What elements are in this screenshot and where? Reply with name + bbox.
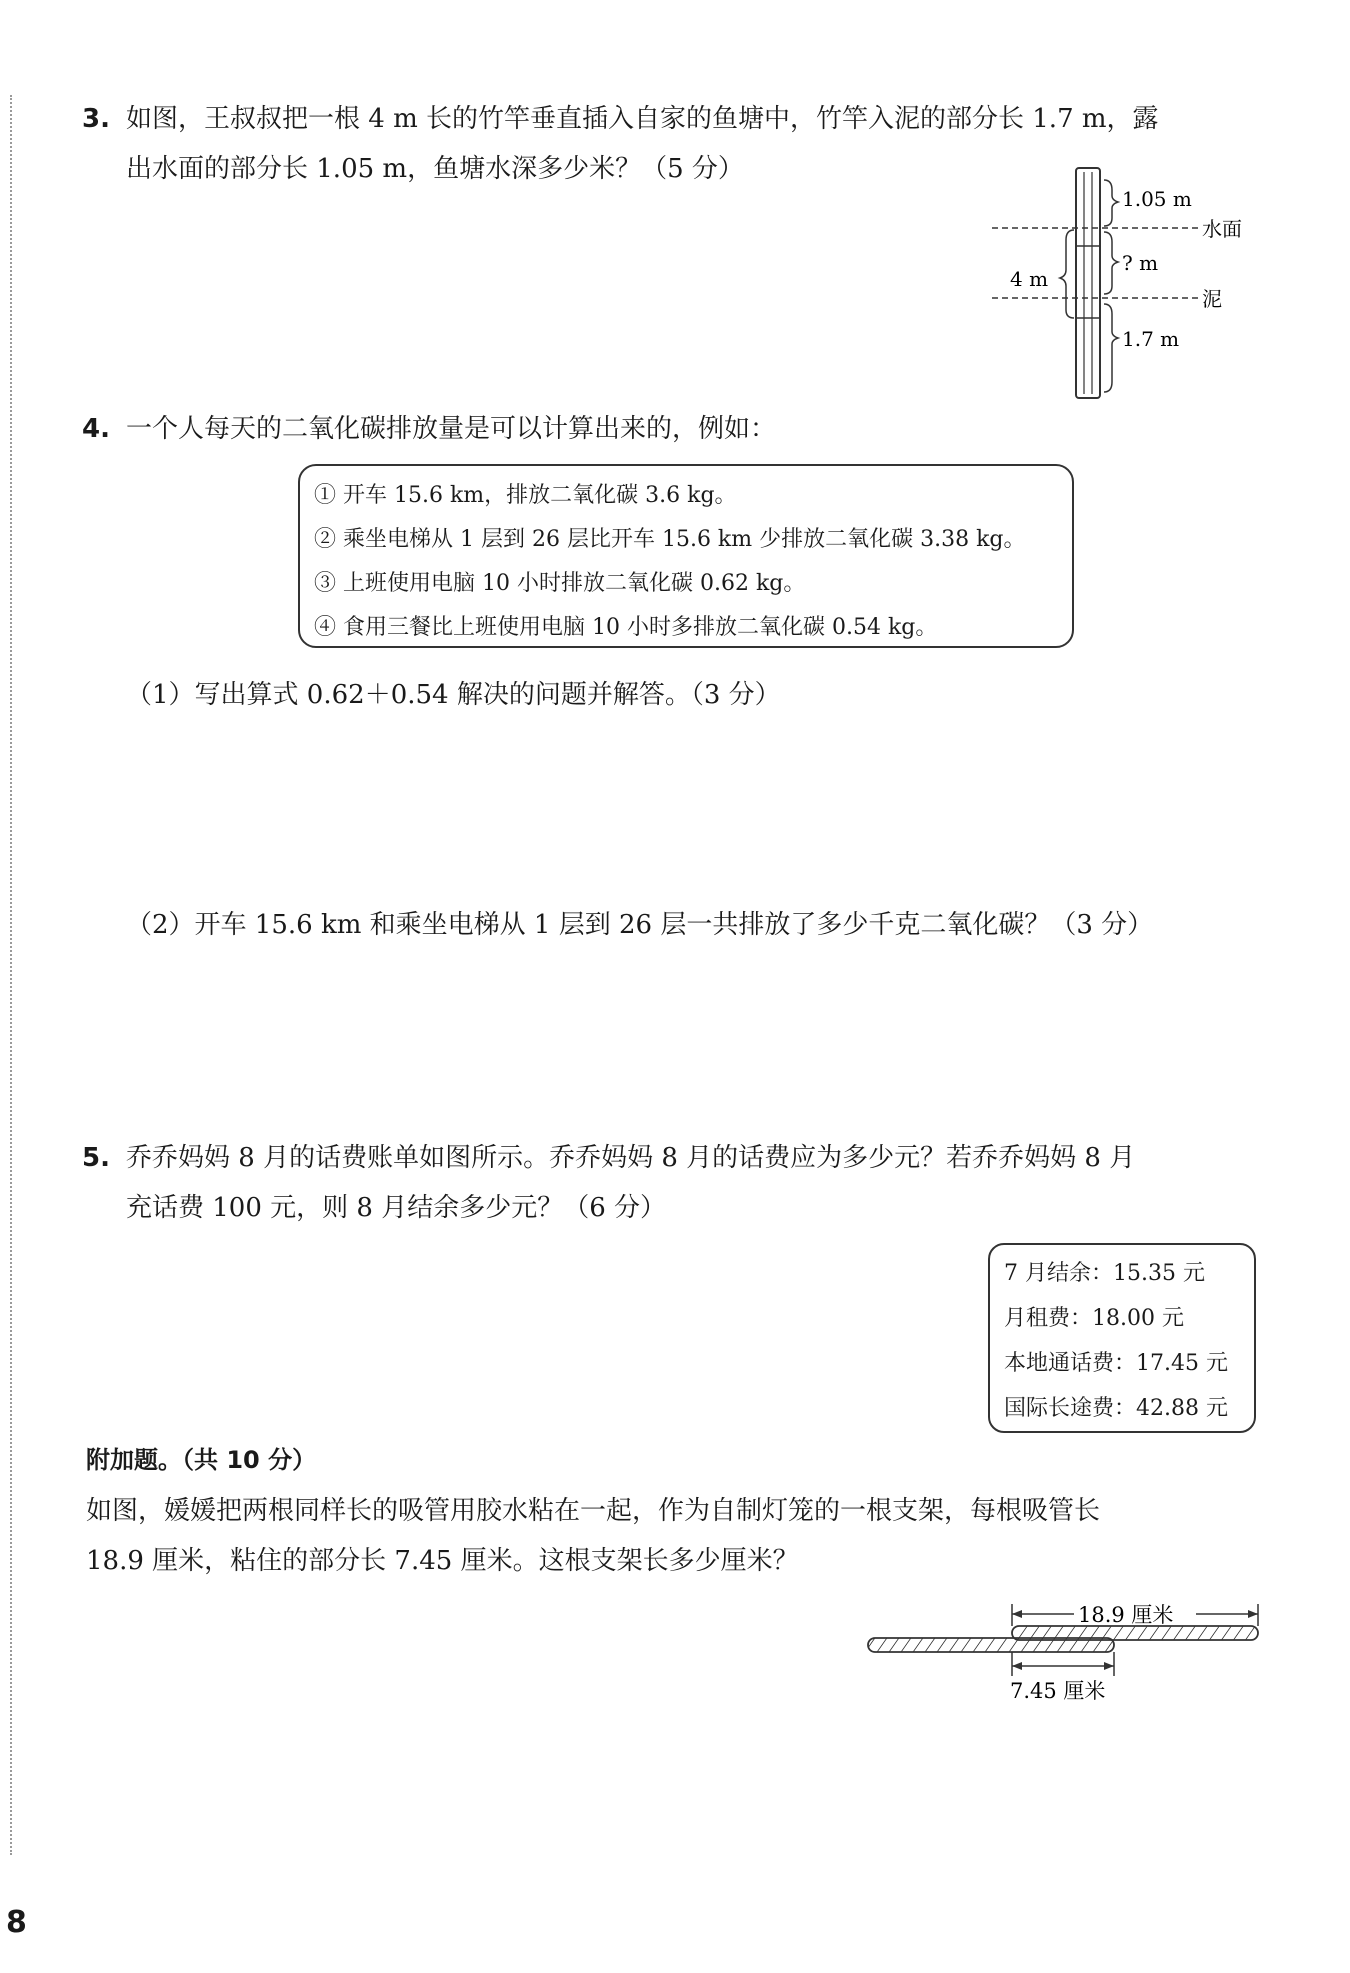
question-number: 5. [82,1143,110,1173]
fact-item: ① 开车 15.6 km，排放二氧化碳 3.6 kg。 [314,483,737,508]
extra-question-text [86,1486,1266,1586]
fact-item: ③ 上班使用电脑 10 小时排放二氧化碳 0.62 kg。 [314,571,806,596]
question-4 [82,404,1262,454]
label-above-water: 1.05 m [1122,187,1192,211]
fact-item: ④ 食用三餐比上班使用电脑 10 小时多排放二氧化碳 0.54 kg。 [314,615,938,640]
label-in-mud: 1.7 m [1122,327,1180,351]
straw-figure [860,1590,1270,1710]
question-number: 3. [82,104,110,134]
label-overlap-length: 7.45 厘米 [1010,1679,1106,1703]
label-straw-length: 18.9 厘米 [1078,1603,1174,1627]
question-text-line: 乔乔妈妈 8 月的话费账单如图所示。乔乔妈妈 8 月的话费应为多少元？若乔乔妈妈 8 月 [126,1143,1136,1173]
question-number: 4. [82,414,110,444]
binding-margin-line [10,95,12,1855]
straw-lower [868,1638,1114,1652]
question-5 [82,1133,1262,1233]
label-water-depth: ? m [1122,251,1159,275]
bill-item: 月租费：18.00 元 [1004,1306,1184,1331]
page-number: 8 [6,1905,27,1940]
bamboo-pole-figure [980,160,1260,405]
question-text-line: 出水面的部分长 1.05 m，鱼塘水深多少米？（5 分） [126,154,744,184]
phone-bill-box [988,1243,1256,1433]
question-text-line: 18.9 厘米，粘住的部分长 7.45 厘米。这根支架长多少厘米？ [86,1546,799,1576]
label-mud: 泥 [1202,287,1222,311]
question-text-line: 如图，王叔叔把一根 4 m 长的竹竿垂直插入自家的鱼塘中，竹竿入泥的部分长 1.7 m，露 [126,104,1159,134]
fact-item: ② 乘坐电梯从 1 层到 26 层比开车 15.6 km 少排放二氧化碳 3.38 kg。 [314,527,1026,552]
emission-facts-box [298,464,1074,648]
label-total-length: 4 m [1010,267,1049,291]
bill-item: 本地通话费：17.45 元 [1004,1351,1228,1376]
label-water-surface: 水面 [1202,217,1242,241]
sub-question-1: （1）写出算式 0.62＋0.54 解决的问题并解答。（3 分） [126,680,781,710]
bill-item: 国际长途费：42.88 元 [1004,1396,1228,1421]
question-text-line: 充话费 100 元，则 8 月结余多少元？（6 分） [126,1193,667,1223]
bamboo-pole [1076,168,1100,398]
bill-item: 7 月结余：15.35 元 [1004,1261,1205,1286]
extra-question-title: 附加题。（共 10 分） [86,1446,317,1474]
question-text-line: 一个人每天的二氧化碳排放量是可以计算出来的，例如： [126,414,777,444]
sub-question-2: （2）开车 15.6 km 和乘坐电梯从 1 层到 26 层一共排放了多少千克二氧化碳？（3 分） [126,910,1154,940]
question-text-line: 如图，媛媛把两根同样长的吸管用胶水粘在一起，作为自制灯笼的一根支架，每根吸管长 [86,1496,1101,1526]
